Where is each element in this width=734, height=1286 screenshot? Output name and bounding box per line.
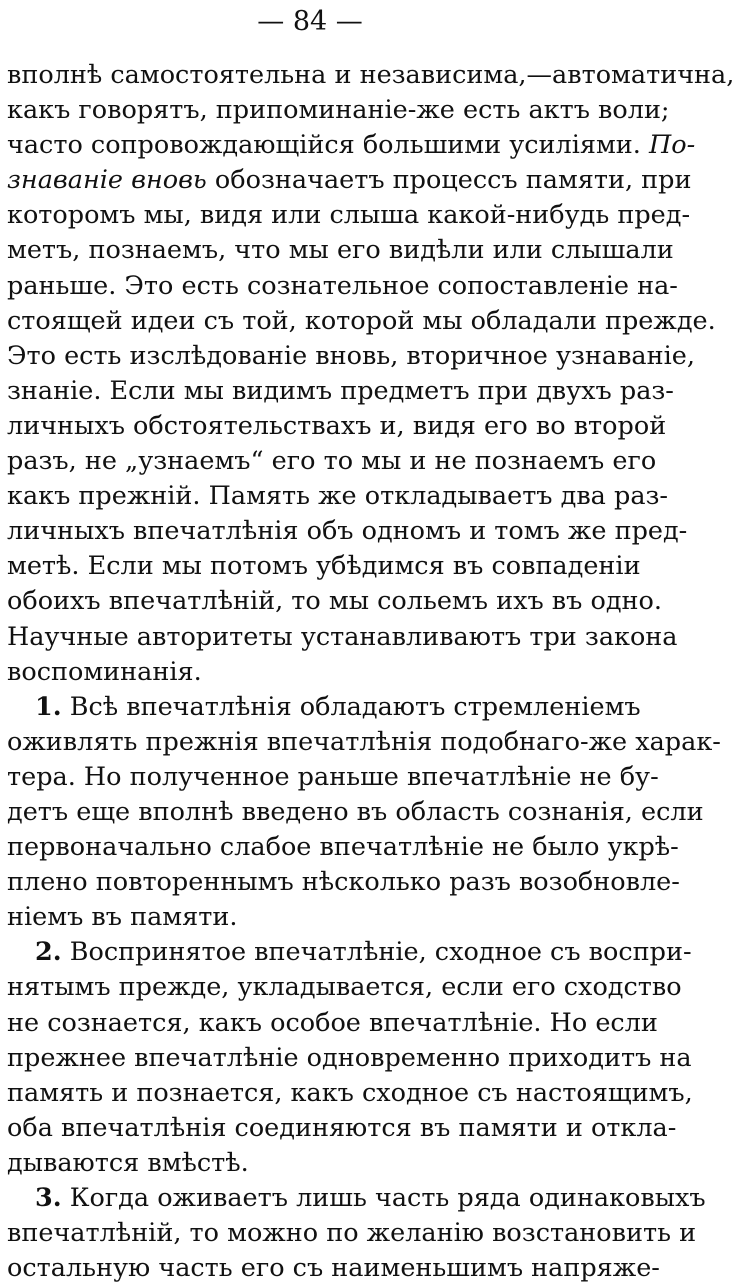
text-line: часто сопровождающійся большими усиліями. По-	[7, 130, 696, 161]
text-line: Это есть изслѣдованіе вновь, вторичное узнаваніе,	[7, 340, 695, 371]
emphasis-text: знаваніе вновь	[7, 165, 207, 196]
text-line: впечатлѣній, то можно по желанію возстановить и	[7, 1218, 697, 1249]
text-line: личныхъ обстоятельствахъ и, видя его во второй	[7, 410, 667, 441]
text-line: которомъ мы, видя или слыша какой-нибудь пред-	[7, 200, 691, 231]
text-line: память и познается, какъ сходное съ настоящимъ,	[7, 1077, 693, 1108]
list-number: 3.	[35, 1183, 62, 1213]
text-line: нятымъ прежде, укладывается, если его сходство	[7, 972, 682, 1003]
text-line: 3. Когда оживаетъ лишь часть ряда одинаковыхъ	[35, 1183, 706, 1213]
text-line: тера. Но полученное раньше впечатлѣніе не бу-	[7, 761, 659, 792]
text-line: 1. Всѣ впечатлѣнія обладаютъ стремленіемъ	[35, 691, 641, 722]
text-line: знаніе. Если мы видимъ предметъ при двухъ раз-	[7, 375, 674, 406]
text-line: прежнее впечатлѣніе одновременно приходитъ на	[7, 1042, 692, 1073]
emphasis-text: По-	[649, 130, 696, 161]
text-line: первоначально слабое впечатлѣніе не было укрѣ-	[7, 832, 679, 863]
text-line: оба впечатлѣнія соединяются въ памяти и откла-	[7, 1112, 677, 1143]
text-line: 2. Воспринятое впечатлѣніе, сходное съ воспри-	[35, 937, 692, 968]
text-line: воспоминанія.	[7, 656, 202, 687]
text-line: личныхъ впечатлѣнія объ одномъ и томъ же пред-	[7, 516, 688, 547]
text-line: разъ, не „узнаемъ“ его то мы и не познаемъ его	[7, 446, 657, 477]
text-line: раньше. Это есть сознательное сопоставленіе на-	[7, 270, 678, 301]
text-line: оживлять прежнія впечатлѣнія подобнаго-же харак-	[7, 726, 721, 757]
text-line: метѣ. Если мы потомъ убѣдимся въ совпаденіи	[7, 551, 641, 582]
text-line: вполнѣ самостоятельна и независима,—автоматична,	[7, 60, 734, 90]
list-number: 1.	[35, 691, 62, 722]
text-line: обоихъ впечатлѣній, то мы сольемъ ихъ въ одно.	[7, 586, 662, 617]
text-line: Научные авторитеты устанавливаютъ три закона	[7, 621, 678, 652]
text-line: ніемъ въ памяти.	[7, 902, 238, 933]
text-line: стоящей идеи съ той, которой мы обладали прежде.	[7, 305, 716, 336]
text-line: не сознается, какъ особое впечатлѣніе. Но если	[7, 1007, 658, 1038]
text-line: знаваніе вновь обозначаетъ процессъ памяти, при	[7, 165, 692, 196]
text-line: остальную часть его съ наименьшимъ напряже-	[7, 1253, 660, 1284]
body-text	[7, 58, 734, 1286]
text-line: какъ прежній. Память же откладываетъ два раз-	[7, 481, 669, 512]
text-line: плено повтореннымъ нѣсколько разъ возобновле-	[7, 867, 680, 898]
page-number: — 84 —	[257, 6, 363, 37]
text-line: дываются вмѣстѣ.	[7, 1147, 249, 1178]
list-number: 2.	[35, 937, 62, 968]
text-line: детъ еще вполнѣ введено въ область сознанія, если	[7, 796, 704, 827]
text-line: метъ, познаемъ, что мы его видѣли или слышали	[7, 235, 674, 266]
text-line: какъ говорятъ, припоминаніе-же есть актъ воли;	[7, 95, 670, 126]
